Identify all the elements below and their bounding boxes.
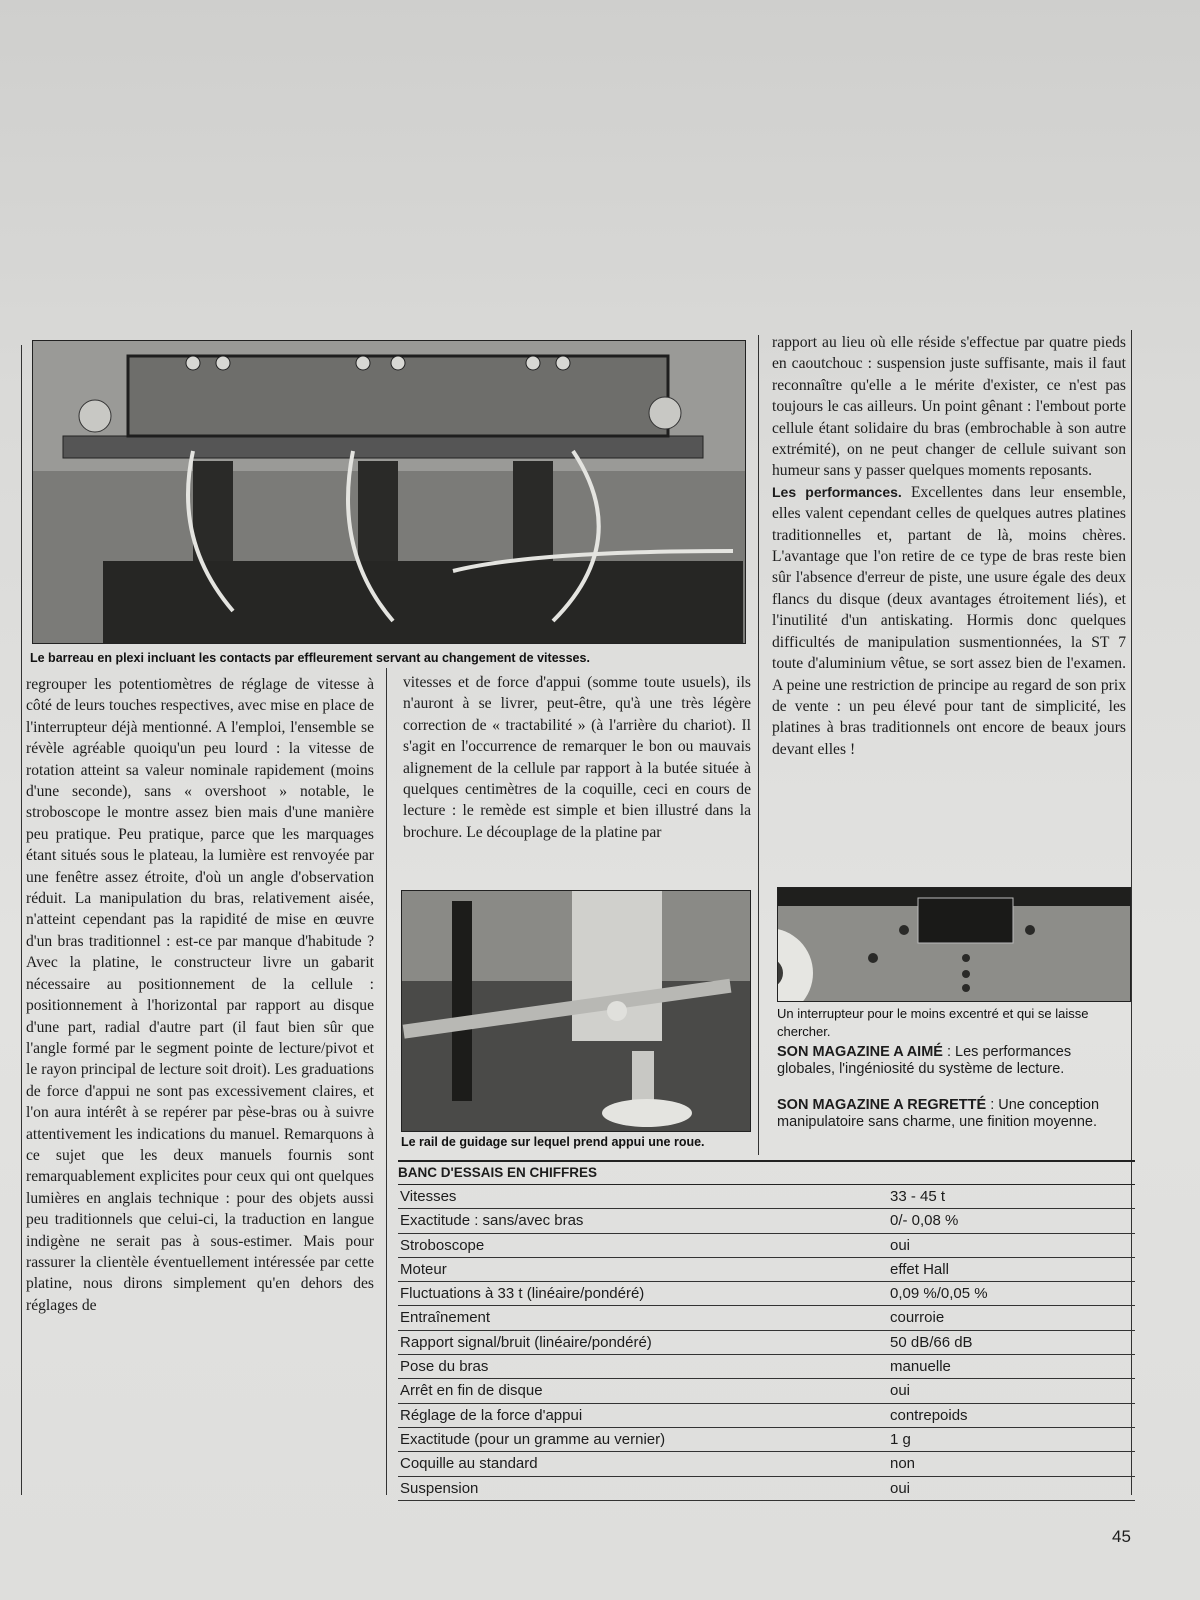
specs-value: oui: [890, 1236, 911, 1254]
specs-row: [398, 1331, 1135, 1355]
specs-value: manuelle: [890, 1358, 951, 1376]
specs-row: [398, 1282, 1135, 1306]
specs-row: [398, 1379, 1135, 1403]
specs-value: contrepoids: [890, 1406, 968, 1424]
specs-value: effet Hall: [890, 1260, 949, 1278]
column-rule-1: [386, 668, 387, 1495]
page-number: 45: [1112, 1527, 1131, 1546]
specs-value: oui: [890, 1382, 911, 1400]
caption-top-photo: Le barreau en plexi incluant les contacts par effleurement servant au changement de vitesses.: [30, 651, 590, 665]
specs-label: Exactitude : sans/avec bras: [400, 1212, 584, 1230]
specs-row: [398, 1185, 1135, 1209]
verdict-regretted-label: SON MAGAZINE A REGRETTÉ: [777, 1097, 987, 1113]
specs-label: Arrêt en fin de disque: [400, 1382, 543, 1400]
article-text-col2: vitesses et de force d'appui (somme toute usuels), ils n'auront à se livrer, peut-être, qu'à une très légère correction de « tractabilité » (à l'arrière du chariot). Il s'agit en l'occurrence de remarquer le bon ou mauvais alignement de la cellule par rapport à la butée située à quelques centimètres de la coquille, ceci en cours de lecture : le remède est simple et bien illustré dans la brochure. Le découplage de la platine par: [403, 674, 751, 841]
guide-rail-illustration: [402, 891, 750, 1131]
article-text-col3-p2: Excellentes dans leur ensemble, elles valent cependant celles de quelques autres platines traditionnelles et, partant de là, moins chères. L'avantage que l'on retire de ce type de bras reste bien sûr l'absence d'erreur de piste, une usure égale des deux flancs du disque (deux avantages étroitement liés), et l'inutilité d'un antiskating. Hormis donc quelques difficultés de manipulation susmentionnées, la ST 7 toute d'aluminium vêtue, se sort assez bien de l'examen. A peine une restriction de principe au regard de son prix de vente : un peu élevé pour tant de simplicité, les platines à bras traditionnels ont encore de beaux jours devant elles !: [772, 483, 1126, 758]
photo-plexi-bar: [32, 340, 746, 644]
specs-row: [398, 1477, 1135, 1501]
photo-guide-rail: [401, 890, 751, 1132]
specs-value: non: [890, 1455, 916, 1473]
specs-value: oui: [890, 1479, 911, 1497]
specs-value: 33 - 45 t: [890, 1188, 946, 1205]
verdict-regretted: [777, 1097, 1132, 1131]
article-text-col1: regrouper les potentiomètres de réglage de vitesse à côté de leurs touches respectives, avec mise en place de l'interrupteur déjà mentionné. A l'emploi, l'ensemble se révèle agréable quoiqu'un peu lourd : la vitesse de rotation atteint sa valeur nominale rapidement (moins d'une seconde), sans « overshoot » notable, le stroboscope le montre assez bien mais d'une manière peu pratique. Peu pratique, parce que les marquages étant situés sous le plateau, la lumière est renvoyée par une fenêtre assez étroite, d'où un angle d'observation réduit. La manipulation du bras, relativement aisée, n'atteint cependant pas la rapidité de mise en œuvre d'un bras traditionnel : est-ce par manque d'habitude ? Avec la platine, le constructeur livre un gabarit nécessaire au positionnement de la cellule : positionnement à l'horizontal par rapport au disque d'une part, radial d'autre part (il faut bien sûr que l'angle formé par le segment pointe de lecture/pivot et le rayon principal de lecture soit droit). Les graduations de force d'appui ne sont pas excessivement claires, et l'on aura intérêt à se repérer par pèse-bras ou à suivre attentivement les indications du manuel. Remarquons à ce sujet que les deux manuels fournis sont remarquablement explicites pour ceux qui ont quelques lumières en anglais technique : pour des objets aussi peu traditionnels que celui-ci, la traduction en langue indigène ne serait pas à sous-estimer. Mais pour rassurer la clientèle éventuellement intéressée par cette platine, nous dirons simplement qu'en dehors des réglages de: [26, 676, 374, 1314]
specs-label: Vitesses: [400, 1188, 457, 1205]
verdict-regretted-text: : Une conception manipulatoire sans charme, une finition moyenne.: [777, 1097, 1100, 1130]
specs-row: [398, 1452, 1135, 1476]
specs-label: Moteur: [400, 1260, 447, 1278]
specs-label: Stroboscope: [400, 1236, 485, 1254]
specs-label: Entraînement: [400, 1309, 491, 1327]
specs-label: Fluctuations à 33 t (linéaire/pondéré): [400, 1285, 645, 1303]
specs-row: [398, 1306, 1135, 1330]
column-rule-left: [21, 345, 22, 1495]
specs-row: [398, 1234, 1135, 1258]
caption-middle-photo: Le rail de guidage sur lequel prend appui une roue.: [401, 1135, 705, 1149]
specs-label: Pose du bras: [400, 1358, 489, 1376]
specs-label: Réglage de la force d'appui: [400, 1406, 583, 1424]
verdict-liked: [777, 1044, 1132, 1078]
specs-row: [398, 1355, 1135, 1379]
verdict-liked-label: SON MAGAZINE A AIMÉ: [777, 1044, 943, 1060]
article-column-2: [403, 672, 751, 843]
specs-value: courroie: [890, 1309, 945, 1327]
specs-label: Coquille au standard: [400, 1455, 538, 1473]
specs-table: [398, 1160, 1135, 1501]
specs-value: 0,09 %/0,05 %: [890, 1285, 988, 1303]
photo-switch: [777, 887, 1131, 1002]
switch-illustration: [778, 888, 1130, 1001]
caption-right-photo: Un interrupteur pour le moins excentré et qui se laisse chercher.: [777, 1006, 1089, 1039]
column-rule-2: [758, 335, 759, 1155]
specs-title: BANC D'ESSAIS EN CHIFFRES: [398, 1160, 1135, 1185]
specs-value: 1 g: [890, 1430, 911, 1448]
section-heading-performances: Les performances.: [772, 483, 902, 500]
specs-value: 0/- 0,08 %: [890, 1212, 959, 1230]
article-column-3: [772, 332, 1126, 760]
verdict-liked-text: : Les performances globales, l'ingéniosité du système de lecture.: [777, 1044, 1072, 1077]
article-column-1: [26, 674, 374, 1316]
article-text-col3-p1: rapport au lieu où elle réside s'effectue par quatre pieds en caoutchouc : suspension juste suffisante, mais il faut reconnaître qu'elle a le mérite d'exister, ce n'est pas toujours le cas ailleurs. Un point gênant : l'embout porte cellule étant solidaire du bras (embrochable à son autre extrémité), on ne peut changer de cellule suivant son humeur sans y passer quelques moments reposants.: [772, 334, 1126, 480]
specs-label: Exactitude (pour un gramme au vernier): [400, 1430, 666, 1448]
specs-row: [398, 1428, 1135, 1452]
specs-value: 50 dB/66 dB: [890, 1333, 973, 1351]
plexi-bar-illustration: [33, 341, 745, 643]
specs-row: [398, 1404, 1135, 1428]
specs-label: Rapport signal/bruit (linéaire/pondéré): [400, 1333, 652, 1351]
specs-row: [398, 1209, 1135, 1233]
specs-label: Suspension: [400, 1479, 479, 1497]
specs-row: [398, 1258, 1135, 1282]
